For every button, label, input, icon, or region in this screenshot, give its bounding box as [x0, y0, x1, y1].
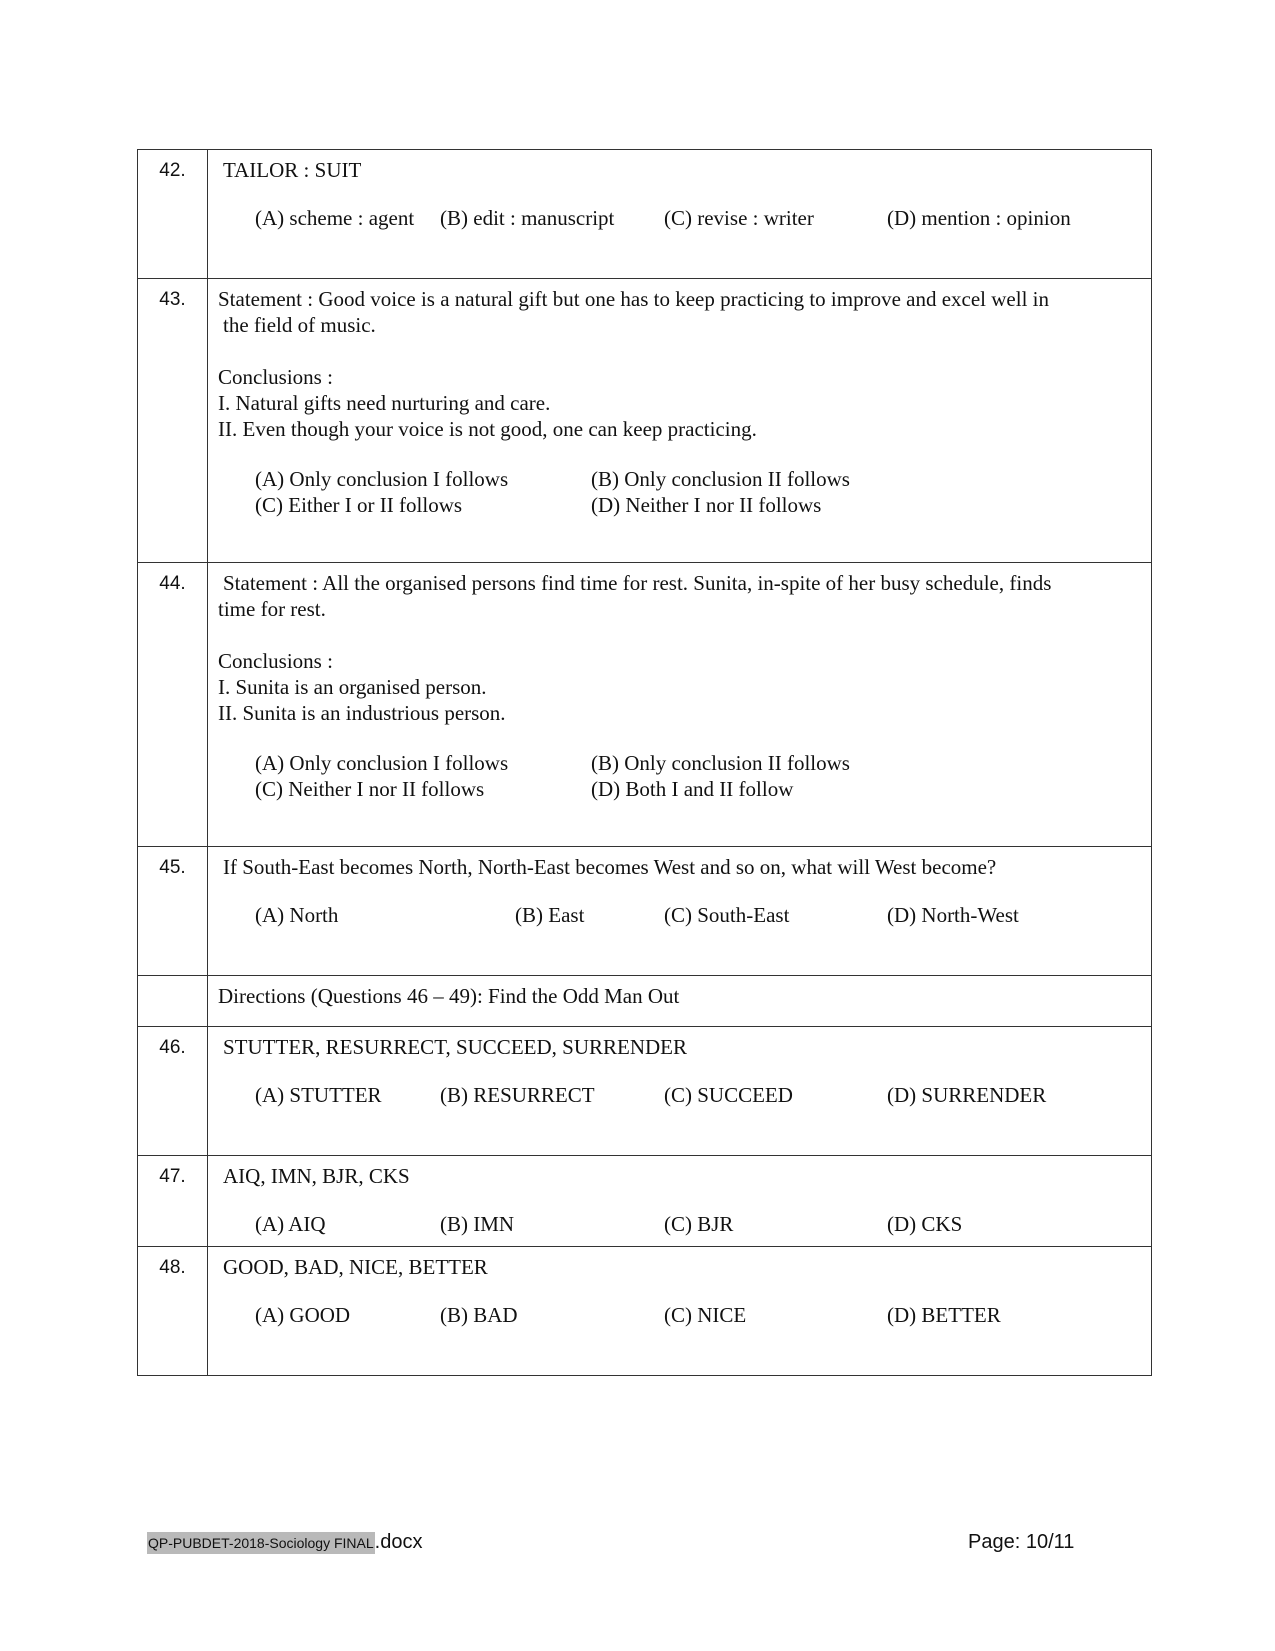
option-d: (D) CKS [887, 1212, 963, 1236]
question-stem [218, 570, 1141, 622]
conclusions-label: Conclusions : [218, 649, 333, 673]
option-d: (D) mention : opinion [887, 206, 1071, 230]
option-c: (C) SUCCEED [664, 1083, 793, 1107]
question-row-47 [138, 1156, 1152, 1247]
option-d: (D) Neither I nor II follows [591, 493, 822, 517]
option-c: (C) South-East [664, 903, 790, 927]
options-list [218, 205, 1141, 231]
option-d: (D) SURRENDER [887, 1083, 1047, 1107]
option-a: (A) North [255, 903, 339, 927]
conclusion-item: II. Even though your voice is not good, one can keep practicing. [218, 417, 757, 441]
question-number: 46. [138, 1027, 208, 1156]
options-list [218, 1302, 1141, 1328]
option-b: (B) East [515, 903, 585, 927]
conclusion-item: I. Sunita is an organised person. [218, 675, 487, 699]
options-list [218, 902, 1141, 928]
directions-row [138, 976, 1152, 1027]
option-c: (C) Neither I nor II follows [255, 777, 485, 801]
conclusion-item: I. Natural gifts need nurturing and care. [218, 391, 551, 415]
question-row-44 [138, 563, 1152, 847]
option-d: (D) Both I and II follow [591, 777, 794, 801]
footer-filename [147, 1531, 422, 1554]
option-a: (A) scheme : agent [255, 206, 415, 230]
question-body [208, 1247, 1152, 1376]
option-b: (B) IMN [440, 1212, 515, 1236]
statement-line: time for rest. [218, 597, 326, 621]
directions-text: Directions (Questions 46 – 49): Find the Odd Man Out [208, 976, 1152, 1027]
options-list [218, 750, 1141, 802]
question-body [208, 563, 1152, 847]
question-row-48 [138, 1247, 1152, 1376]
option-b: (B) Only conclusion II follows [591, 751, 850, 775]
question-table [137, 149, 1152, 1376]
question-number: 44. [138, 563, 208, 847]
question-number: 48. [138, 1247, 208, 1376]
footer-filename-ext: .docx [374, 1531, 423, 1553]
option-b: (B) BAD [440, 1303, 518, 1327]
conclusions-label: Conclusions : [218, 365, 333, 389]
option-c: (C) BJR [664, 1212, 734, 1236]
option-c: (C) NICE [664, 1303, 747, 1327]
statement-line: Statement : Good voice is a natural gift but one has to keep practicing to improve and excel well in [218, 287, 1050, 311]
options-list [218, 1211, 1141, 1237]
option-a: (A) STUTTER [255, 1083, 382, 1107]
options-list [218, 466, 1141, 518]
option-b: (B) Only conclusion II follows [591, 467, 850, 491]
option-a: (A) Only conclusion I follows [255, 467, 509, 491]
statement-line: Statement : All the organised persons find time for rest. Sunita, in-spite of her busy schedule, finds [223, 571, 1052, 595]
question-stem: STUTTER, RESURRECT, SUCCEED, SURRENDER [223, 1035, 687, 1059]
option-c: (C) Either I or II follows [255, 493, 463, 517]
option-a: (A) Only conclusion I follows [255, 751, 509, 775]
option-b: (B) RESURRECT [440, 1083, 595, 1107]
question-stem [218, 286, 1141, 338]
footer-page-number: Page: 10/11 [968, 1531, 1075, 1553]
conclusions [218, 364, 1141, 442]
footer-filename-highlight: QP-PUBDET-2018-Sociology FINAL [147, 1532, 375, 1554]
question-body [208, 279, 1152, 563]
statement-line: the field of music. [223, 313, 376, 337]
question-body [208, 1027, 1152, 1156]
option-a: (A) AIQ [255, 1212, 326, 1236]
option-d: (D) BETTER [887, 1303, 1001, 1327]
question-row-43 [138, 279, 1152, 563]
question-stem: GOOD, BAD, NICE, BETTER [223, 1255, 488, 1279]
question-stem: TAILOR : SUIT [223, 158, 362, 182]
question-body [208, 847, 1152, 976]
question-number: 43. [138, 279, 208, 563]
question-stem: If South-East becomes North, North-East becomes West and so on, what will West become? [223, 855, 997, 879]
question-number: 42. [138, 150, 208, 279]
question-number: 47. [138, 1156, 208, 1247]
option-b: (B) edit : manuscript [440, 206, 615, 230]
question-body [208, 1156, 1152, 1247]
question-row-45 [138, 847, 1152, 976]
question-number: 45. [138, 847, 208, 976]
conclusions [218, 648, 1141, 726]
question-row-46 [138, 1027, 1152, 1156]
option-c: (C) revise : writer [664, 206, 814, 230]
question-stem: AIQ, IMN, BJR, CKS [223, 1164, 410, 1188]
options-list [218, 1082, 1141, 1108]
question-row-42 [138, 150, 1152, 279]
option-a: (A) GOOD [255, 1303, 351, 1327]
option-d: (D) North-West [887, 903, 1019, 927]
conclusion-item: II. Sunita is an industrious person. [218, 701, 506, 725]
empty-number-cell [138, 976, 208, 1027]
question-body [208, 150, 1152, 279]
